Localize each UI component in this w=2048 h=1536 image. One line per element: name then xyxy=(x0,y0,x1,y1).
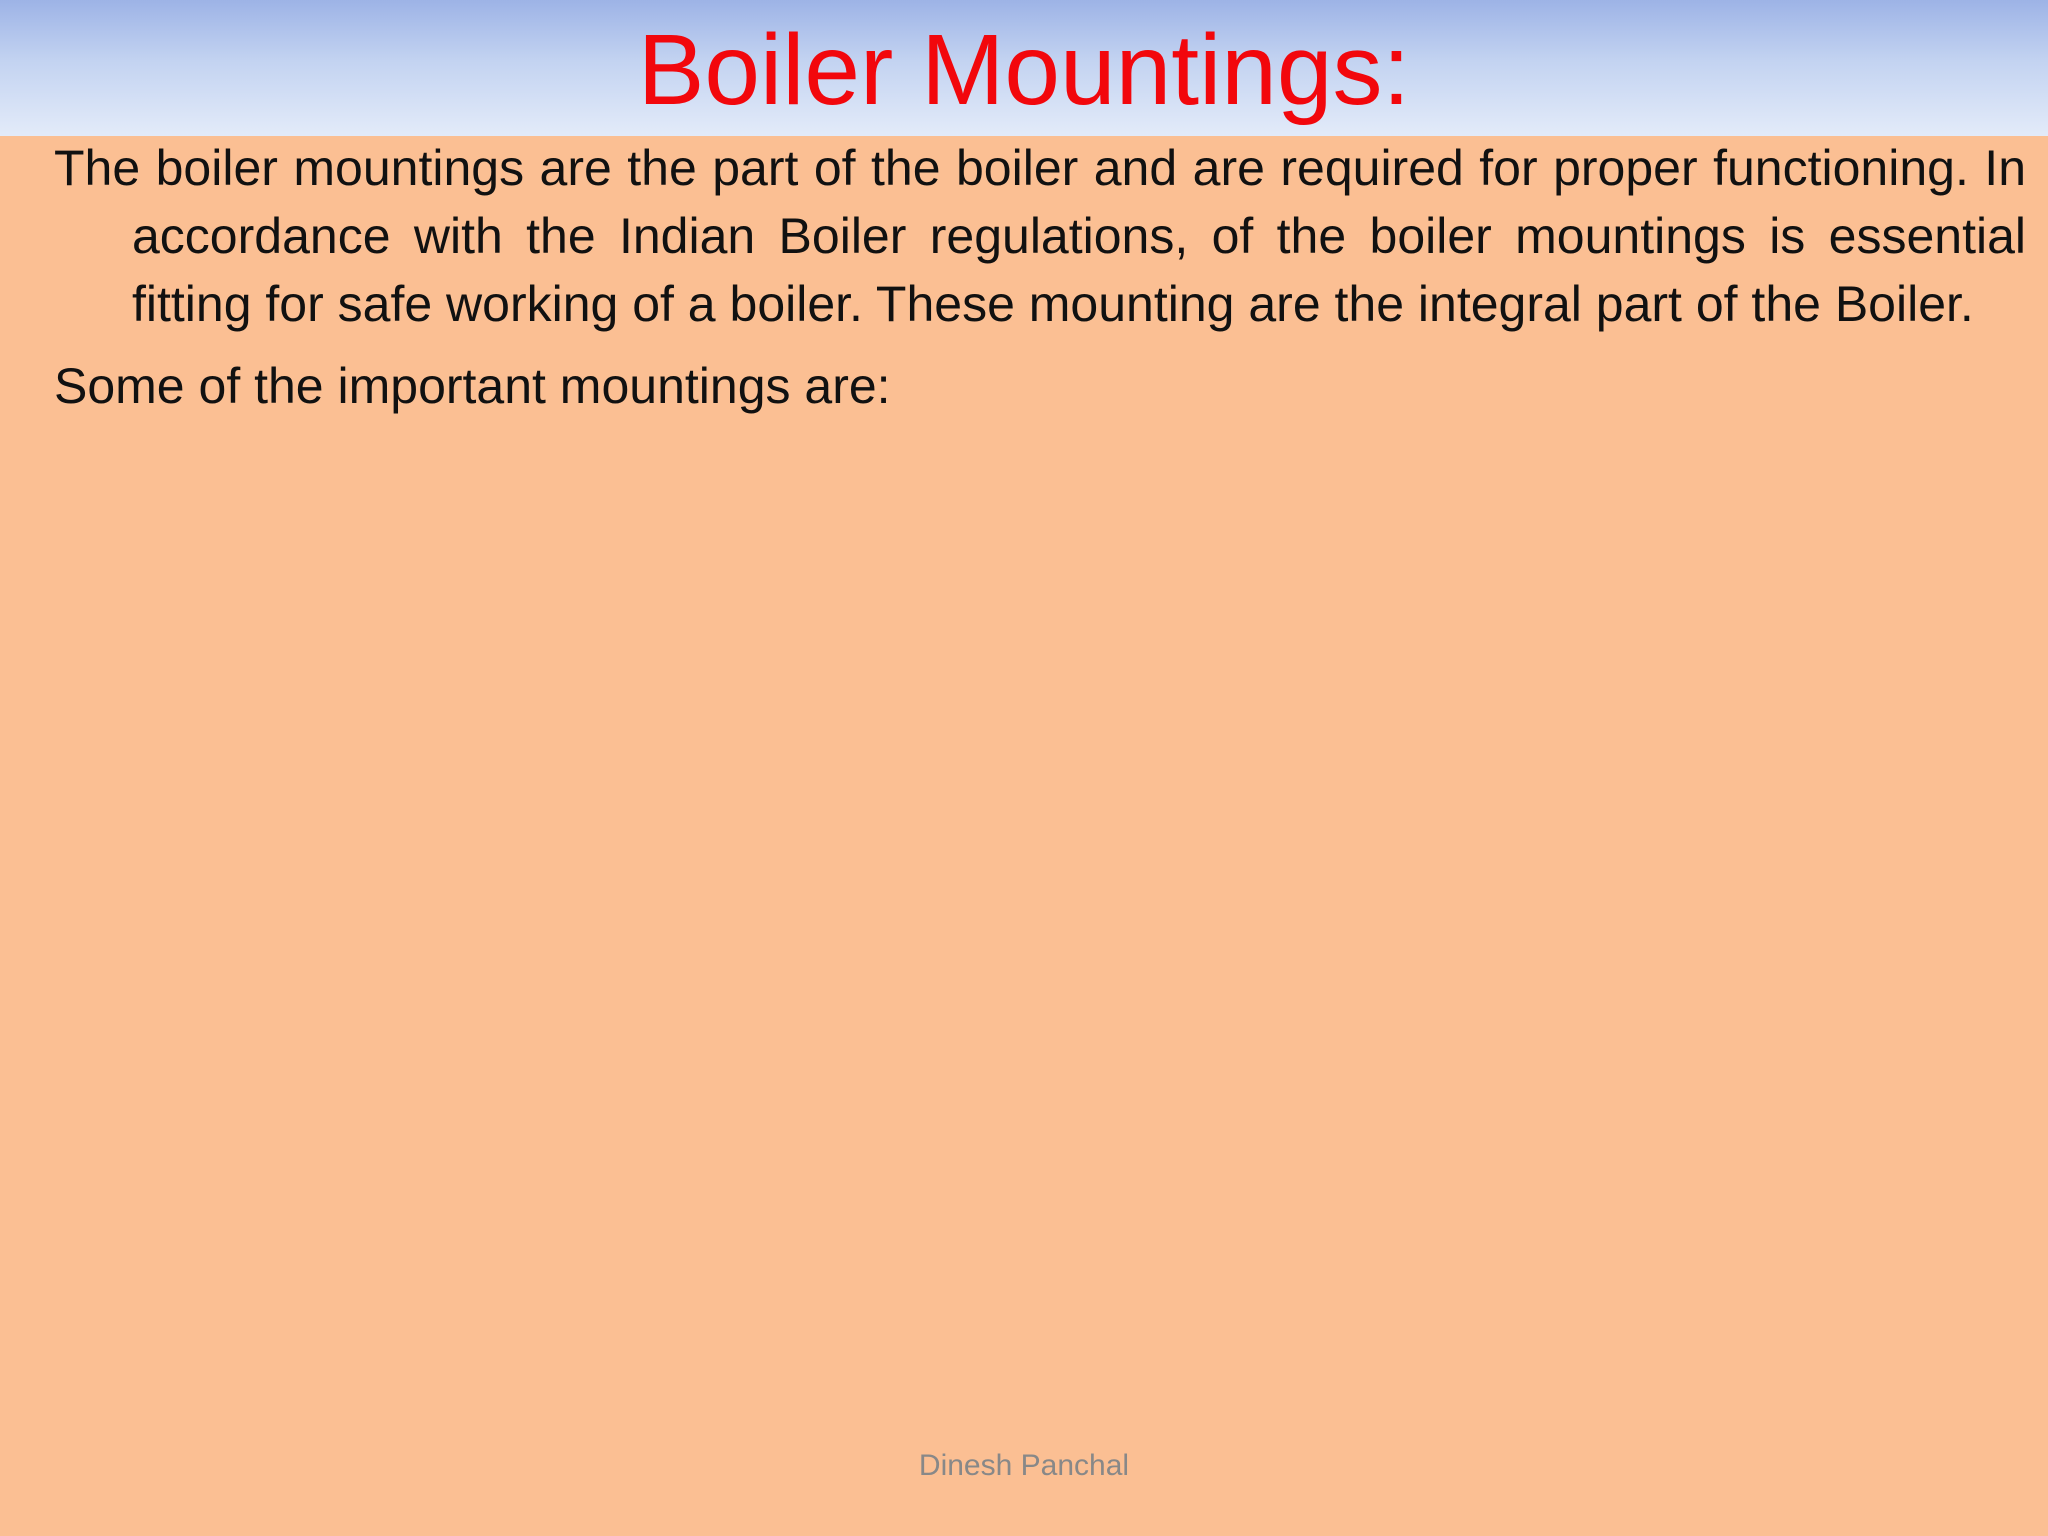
slide-title: Boiler Mountings: xyxy=(637,14,1411,126)
mountings-lead-paragraph: Some of the important mountings are: xyxy=(54,358,891,414)
title-band xyxy=(0,0,2048,136)
slide-body xyxy=(54,134,2026,420)
intro-paragraph: The boiler mountings are the part of the boiler and are required for proper functioning. In accordance with the Indian Boiler regulations, of the boiler mountings is essential fitting for safe working of a boiler. These mounting are the integral part of the Boiler. xyxy=(54,140,2026,332)
slide-footer-author: Dinesh Panchal xyxy=(918,1449,1130,1482)
